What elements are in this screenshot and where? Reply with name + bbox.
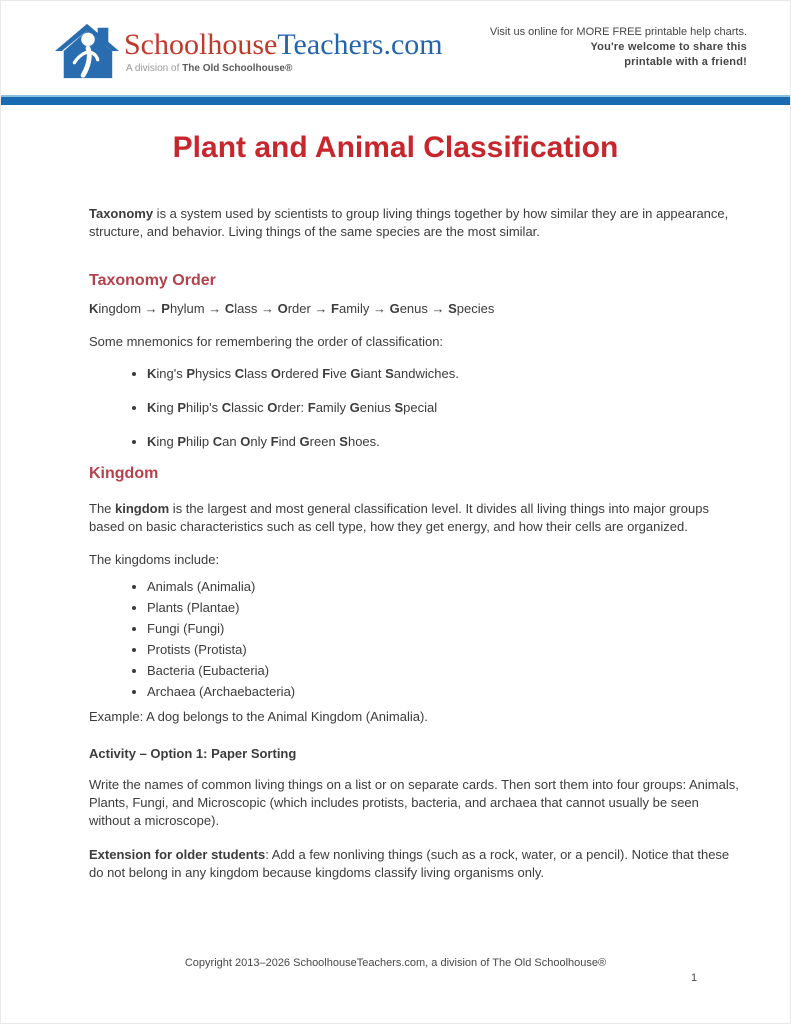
- tagline-prefix: A division of: [126, 63, 183, 74]
- activity-heading: Activity – Option 1: Paper Sorting: [89, 746, 297, 761]
- brand-name-teachers: Teachers.com: [277, 28, 443, 61]
- masthead: [1, 1, 790, 95]
- taxonomy-order-heading: Taxonomy Order: [89, 272, 216, 289]
- taxonomy-sequence: Kingdom → Phylum → Class → Order → Family → Genus → Species: [89, 301, 495, 316]
- list-item: • Protists (Protista): [147, 642, 740, 657]
- promo-line-1: Visit us online for MORE FREE printable help charts.: [489, 26, 747, 38]
- schoolhouse-house-icon: [55, 22, 119, 81]
- kingdoms-list: [89, 579, 740, 699]
- list-item: • Animals (Animalia): [147, 579, 740, 594]
- copyright-line: Copyright 2013–2026 SchoolhouseTeachers.com, a division of The Old Schoolhouse®: [184, 957, 607, 969]
- brand-name: [124, 30, 443, 60]
- page-number: 1: [691, 972, 698, 984]
- tagline-old-schoolhouse: The Old Schoolhouse®: [182, 63, 293, 74]
- brand-tagline: [126, 63, 443, 74]
- list-item: • King's Physics Class Ordered Five Giant Sandwiches.: [147, 366, 740, 381]
- kingdom-heading: Kingdom: [89, 465, 159, 482]
- list-item: • King Philip Can Only Find Green Shoes.: [147, 434, 740, 449]
- logo-text-block: [124, 30, 443, 74]
- list-item: • Fungi (Fungi): [147, 621, 740, 636]
- schoolhouse-logo: [55, 22, 443, 81]
- promo-note: [490, 25, 747, 70]
- promo-line-3: printable with a friend!: [624, 56, 747, 68]
- intro-paragraph: Taxonomy is a system used by scientists to group living things together by how similar they are in appearance, structure, and behavior. Living things of the same species are the most similar.: [89, 206, 729, 239]
- list-item: • Archaea (Archaebacteria): [147, 684, 740, 699]
- kingdom-example: Example: A dog belongs to the Animal Kingdom (Animalia).: [89, 709, 428, 724]
- header-divider-bar: [1, 95, 790, 105]
- list-item: • Bacteria (Eubacteria): [147, 663, 740, 678]
- page-title: Plant and Animal Classification: [172, 131, 619, 164]
- activity-paragraph: Write the names of common living things on a list or on separate cards. Then sort them into four groups: Animals, Plants, Fungi, and Microscopic (which includes protists, bacteria, and archaea that cannot usually be seen without a microscope).: [89, 777, 739, 828]
- kingdom-description: The kingdom is the largest and most general classification level. It divides all living things into major groups based on basic characteristics such as cell type, how they get energy, and how their cells are organized.: [89, 501, 709, 534]
- promo-line-2: You're welcome to share this: [590, 41, 747, 53]
- extension-paragraph: Extension for older students: Add a few nonliving things (such as a rock, water, or a pencil). Notice that these do not belong in any kingdom because kingdoms classify living organisms only.: [89, 847, 730, 880]
- mnemonics-list: [89, 366, 740, 449]
- brand-name-schoolhouse: Schoolhouse: [124, 28, 278, 61]
- document-body: [1, 205, 790, 882]
- kingdoms-list-intro: The kingdoms include:: [89, 552, 220, 567]
- list-item: • King Philip's Classic Order: Family Genius Special: [147, 400, 740, 415]
- list-item: • Plants (Plantae): [147, 600, 740, 615]
- mnemonics-intro: Some mnemonics for remembering the order of classification:: [89, 334, 444, 349]
